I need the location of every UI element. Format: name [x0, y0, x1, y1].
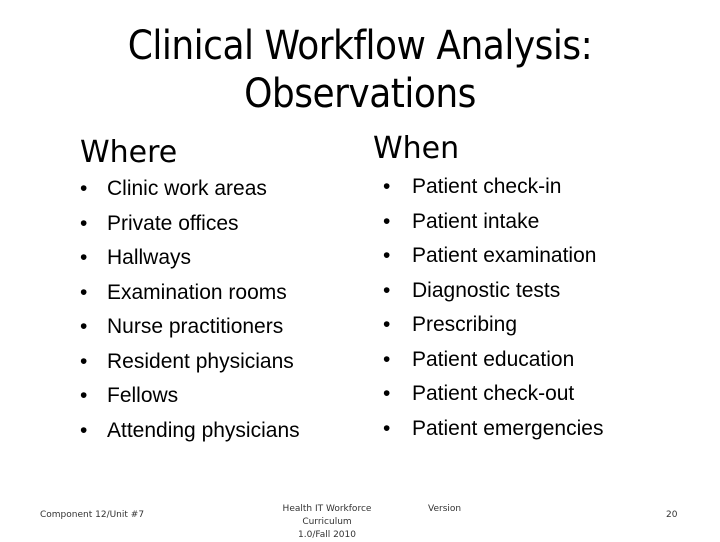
bullet-icon: • — [383, 416, 391, 440]
bullet-icon: • — [80, 315, 88, 338]
list-item-text: Nurse practitioners — [107, 315, 284, 338]
bullet-icon: • — [383, 382, 391, 405]
page-number: 20 — [666, 510, 678, 520]
bullet-icon: • — [383, 347, 391, 371]
footer-curriculum — [262, 503, 392, 542]
footer-component: Component 12/Unit #7 — [40, 510, 145, 520]
slide-title-line-2: Observations — [244, 71, 476, 117]
bullet-icon: • — [80, 349, 88, 373]
list-item-text: Attending physicians — [107, 418, 300, 442]
list-item-text: Private offices — [107, 211, 239, 235]
bullet-icon: • — [383, 278, 391, 302]
slide-title — [0, 22, 720, 118]
list-item-text: Patient emergencies — [412, 416, 604, 440]
slide-title-line-1: Clinical Workflow Analysis: — [127, 23, 593, 69]
list-item-text: Prescribing — [412, 313, 518, 336]
list-item-text: Patient check-in — [412, 175, 562, 198]
list-item-text: Diagnostic tests — [412, 278, 561, 302]
bullet-icon: • — [383, 244, 391, 267]
when-heading: When — [373, 131, 460, 166]
bullet-icon: • — [383, 209, 391, 233]
list-item-text: Patient education — [412, 347, 575, 371]
footer-version: Version — [428, 504, 462, 514]
list-item-text: Resident physicians — [107, 349, 294, 373]
bullet-icon: • — [80, 418, 88, 442]
list-item-text: Patient check-out — [412, 382, 575, 405]
list-item-text: Examination rooms — [107, 280, 287, 304]
bullet-icon: • — [383, 313, 391, 336]
bullet-icon: • — [80, 246, 88, 269]
list-item-text: Fellows — [107, 384, 179, 407]
footer-curriculum-line-1: Health IT Workforce Curriculum — [282, 504, 372, 527]
list-item-text: Clinic work areas — [107, 177, 267, 200]
bullet-icon: • — [80, 280, 88, 304]
bullet-icon: • — [80, 384, 88, 407]
list-item-text: Hallways — [107, 246, 192, 269]
where-heading: Where — [80, 135, 178, 170]
list-item-text: Patient examination — [412, 244, 597, 267]
list-item-text: Patient intake — [412, 209, 540, 233]
bullet-icon: • — [80, 177, 88, 200]
footer-curriculum-line-2: 1.0/Fall 2010 — [298, 530, 356, 540]
bullet-icon: • — [383, 175, 391, 198]
bullet-icon: • — [80, 211, 88, 235]
